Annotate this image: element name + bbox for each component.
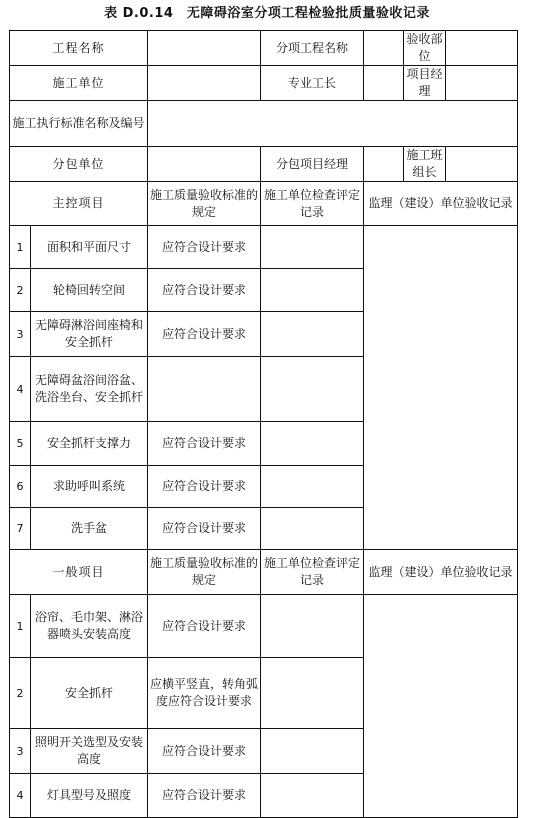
main-item-number: 6 [10, 466, 31, 508]
main-item-requirement: 应符合设计要求 [148, 269, 261, 312]
main-item-inspection-record[interactable] [261, 269, 364, 312]
row-subcontractor [10, 147, 518, 182]
foreman-label: 专业工长 [261, 66, 364, 101]
team-leader-value[interactable] [446, 147, 518, 182]
general-item-inspection-record[interactable] [261, 658, 364, 729]
inspection-column-heading: 施工单位检查评定记录 [261, 182, 364, 226]
main-item-name: 面积和平面尺寸 [31, 226, 148, 269]
inspection-column-heading: 施工单位检查评定记录 [261, 550, 364, 595]
main-items-supervision-record[interactable] [364, 226, 518, 550]
sub-project-label: 分项工程名称 [261, 31, 364, 66]
main-item-number: 7 [10, 508, 31, 550]
general-item-requirement: 应符合设计要求 [148, 729, 261, 774]
construction-unit-value[interactable] [148, 66, 261, 101]
main-item-inspection-record[interactable] [261, 466, 364, 508]
project-name-label: 工程名称 [10, 31, 148, 66]
row-standard [10, 101, 518, 147]
standard-column-heading: 施工质量验收标准的规定 [148, 550, 261, 595]
main-item-inspection-record[interactable] [261, 508, 364, 550]
main-item-inspection-record[interactable] [261, 357, 364, 422]
main-item-requirement: 应符合设计要求 [148, 312, 261, 357]
main-items-header-row [10, 182, 518, 226]
main-item-requirement: 应符合设计要求 [148, 508, 261, 550]
main-item-number: 1 [10, 226, 31, 269]
standard-value[interactable] [148, 101, 518, 147]
general-item-inspection-record[interactable] [261, 774, 364, 818]
main-item-inspection-record[interactable] [261, 422, 364, 466]
general-item-requirement: 应符合设计要求 [148, 595, 261, 658]
sub-manager-label: 分包项目经理 [261, 147, 364, 182]
general-item-name: 灯具型号及照度 [31, 774, 148, 818]
project-name-value[interactable] [148, 31, 261, 66]
general-item-name: 浴帘、毛巾架、淋浴器喷头安装高度 [31, 595, 148, 658]
general-items-supervision-record[interactable] [364, 595, 518, 818]
general-item-requirement: 应符合设计要求 [148, 774, 261, 818]
general-item-number: 3 [10, 729, 31, 774]
team-leader-label: 施工班组长 [404, 147, 446, 182]
acceptance-record-table [9, 30, 518, 818]
general-item-name: 照明开关选型及安装高度 [31, 729, 148, 774]
main-item-name: 无障碍淋浴间座椅和安全抓杆 [31, 312, 148, 357]
sub-project-value[interactable] [364, 31, 404, 66]
main-item-row [10, 226, 518, 269]
general-items-header-row [10, 550, 518, 595]
general-item-row [10, 595, 518, 658]
main-item-name: 洗手盆 [31, 508, 148, 550]
form-title: 表 D.0.14 无障碍浴室分项工程检验批质量验收记录 [104, 6, 430, 21]
main-item-requirement [148, 357, 261, 422]
main-item-name: 轮椅回转空间 [31, 269, 148, 312]
row-project-name [10, 31, 518, 66]
main-item-requirement: 应符合设计要求 [148, 422, 261, 466]
standard-label: 施工执行标准名称及编号 [10, 101, 148, 147]
general-item-number: 1 [10, 595, 31, 658]
accept-dept-label: 验收部位 [404, 31, 446, 66]
supervision-column-heading: 监理（建设）单位验收记录 [364, 182, 518, 226]
general-item-inspection-record[interactable] [261, 595, 364, 658]
project-manager-label: 项目经理 [404, 66, 446, 101]
foreman-value[interactable] [364, 66, 404, 101]
main-item-inspection-record[interactable] [261, 226, 364, 269]
project-manager-value[interactable] [446, 66, 518, 101]
accept-dept-value[interactable] [446, 31, 518, 66]
main-items-heading: 主控项目 [10, 182, 148, 226]
subcontractor-value[interactable] [148, 147, 261, 182]
sub-manager-value[interactable] [364, 147, 404, 182]
main-item-inspection-record[interactable] [261, 312, 364, 357]
subcontractor-label: 分包单位 [10, 147, 148, 182]
main-item-name: 无障碍盆浴间浴盆、洗浴坐台、安全抓杆 [31, 357, 148, 422]
standard-column-heading: 施工质量验收标准的规定 [148, 182, 261, 226]
main-item-number: 4 [10, 357, 31, 422]
general-item-number: 4 [10, 774, 31, 818]
main-item-requirement: 应符合设计要求 [148, 466, 261, 508]
construction-unit-label: 施工单位 [10, 66, 148, 101]
supervision-column-heading: 监理（建设）单位验收记录 [364, 550, 518, 595]
general-items-heading: 一般项目 [10, 550, 148, 595]
general-item-number: 2 [10, 658, 31, 729]
main-item-name: 安全抓杆支撑力 [31, 422, 148, 466]
main-item-name: 求助呼叫系统 [31, 466, 148, 508]
general-item-name: 安全抓杆 [31, 658, 148, 729]
general-item-requirement: 应横平竖直，转角弧度应符合设计要求 [148, 658, 261, 729]
main-item-number: 2 [10, 269, 31, 312]
main-item-requirement: 应符合设计要求 [148, 226, 261, 269]
row-construction-unit [10, 66, 518, 101]
general-item-inspection-record[interactable] [261, 729, 364, 774]
main-item-number: 5 [10, 422, 31, 466]
main-item-number: 3 [10, 312, 31, 357]
